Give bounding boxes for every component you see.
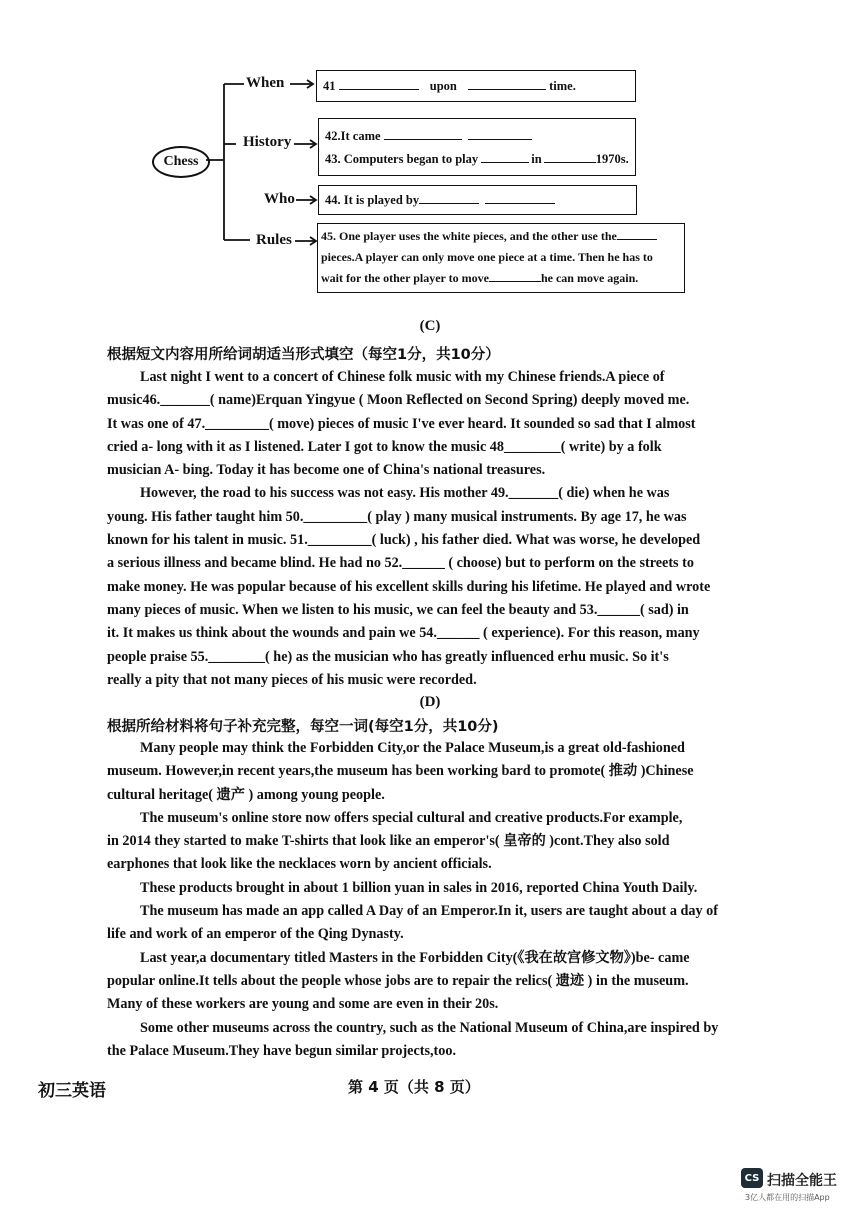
branch-label-who: Who bbox=[264, 191, 295, 207]
passage-line: It was one of 47._________( move) pieces of music I've ever heard. It sounded so sad that I almost bbox=[107, 415, 696, 432]
box-rules bbox=[317, 223, 685, 293]
branch-label-rules: Rules bbox=[256, 232, 292, 248]
passage-line: Last night I went to a concert of Chinese folk music with my Chinese friends.A piece of bbox=[140, 369, 665, 385]
passage-line: The museum has made an app called A Day of an Emperor.In it, users are taught about a day of bbox=[140, 903, 718, 920]
passage-line: These products brought in about 1 billion yuan in sales in 2016, reported China Youth Daily. bbox=[140, 879, 698, 896]
passage-line: cultural heritage( 遗产 ) among young people. bbox=[107, 786, 385, 803]
history-line-1: 42.It came bbox=[325, 129, 384, 143]
passage-line: make money. He was popular because of his excellent skills during his lifetime. He played and wrote bbox=[107, 578, 711, 595]
box-history bbox=[318, 118, 636, 176]
branch-label-history: History bbox=[243, 134, 292, 150]
rules-line-3a: wait for the other player to move bbox=[321, 271, 489, 285]
box-who bbox=[318, 185, 637, 215]
passage-line: young. His father taught him 50._________( play ) many musical instruments. By age 17, he was bbox=[107, 508, 687, 525]
rules-line-2: pieces.A player can only move one piece at a time. Then he has to bbox=[321, 250, 653, 264]
chess-mind-map bbox=[0, 0, 860, 310]
section-d-instruction: 根据所给材料将句子补充完整，每空一词(每空1分，共10分) bbox=[107, 719, 499, 735]
rules-line-3b: he can move again. bbox=[540, 271, 639, 285]
section-c-passage bbox=[107, 366, 757, 692]
box-when-text-3: time. bbox=[545, 79, 576, 93]
passage-line: museum. However,in recent years,the museum has been working bard to promote( 推动 )Chinese bbox=[107, 763, 694, 780]
branch-label-when: When bbox=[246, 75, 285, 91]
history-line-2-in: in bbox=[531, 152, 542, 166]
footer-page-number: 第 4 页（共 8 页） bbox=[348, 1078, 480, 1096]
passage-line: cried a- long with it as I listened. Later I got to know the music 48________( write) by a folk bbox=[107, 438, 662, 455]
passage-line: earphones that look like the necklaces worn by ancient officials. bbox=[107, 856, 492, 873]
passage-line: However, the road to his success was not easy. His mother 49._______( die) when he was bbox=[140, 485, 670, 502]
passage-line: people praise 55.________( he) as the musician who has greatly influenced erhu music. So it's bbox=[107, 648, 669, 665]
passage-line: music46._______( name)Erquan Yingyue ( Moon Reflected on Second Spring) deeply moved me. bbox=[107, 392, 690, 409]
passage-line: the Palace Museum.They have begun similar projects,too. bbox=[107, 1042, 457, 1059]
passage-line: life and work of an emperor of the Qing Dynasty. bbox=[107, 926, 404, 943]
camscanner-logo-icon: CS bbox=[741, 1168, 763, 1188]
passage-line: Last year,a documentary titled Masters in the Forbidden City(《我在故宫修文物》)be- came bbox=[140, 949, 690, 966]
section-c-title: (C) bbox=[419, 318, 441, 334]
passage-line: in 2014 they started to make T-shirts that look like an emperor's( 皇帝的 )cont.They also sold bbox=[107, 833, 670, 850]
section-c-instruction: 根据短文内容用所给词胡适当形式填空（每空1分，共10分） bbox=[107, 347, 500, 363]
passage-line: musician A- bing. Today it has become one of China's national treasures. bbox=[107, 462, 546, 479]
watermark-app-name: 扫描全能王 bbox=[767, 1173, 837, 1189]
passage-line: it. It makes us think about the wounds and pain we 54.______ ( experience). For this reason, many bbox=[107, 625, 700, 642]
passage-line: a serious illness and became blind. He had no 52.______ ( choose) but to perform on the streets to bbox=[107, 555, 694, 572]
history-line-2-year: 1970s. bbox=[595, 152, 629, 166]
box-when-text-1: 41 bbox=[323, 79, 339, 93]
passage-line: known for his talent in music. 51._________( luck) , his father died. What was worse, he developed bbox=[107, 532, 701, 549]
passage-line: many pieces of music. When we listen to his music, we can feel the beauty and 53.______( sad) in bbox=[107, 601, 689, 618]
passage-line: Many people may think the Forbidden City,or the Palace Museum,is a great old-fashioned bbox=[140, 740, 685, 756]
watermark-tagline: 3亿人都在用的扫描App bbox=[745, 1193, 830, 1202]
passage-line: really a pity that not many pieces of his music were recorded. bbox=[107, 671, 477, 688]
passage-line: popular online.It tells about the people whose jobs are to repair the relics( 遗迹 ) in the museum. bbox=[107, 972, 689, 989]
section-d-passage bbox=[107, 737, 757, 1063]
passage-line: The museum's online store now offers special cultural and creative products.For example, bbox=[140, 809, 683, 826]
passage-line: Many of these workers are young and some are even in their 20s. bbox=[107, 996, 499, 1013]
rules-line-1: 45. One player uses the white pieces, and the other use the bbox=[321, 229, 617, 243]
box-when bbox=[316, 70, 636, 102]
passage-line: Some other museums across the country, such as the National Museum of China,are inspired by bbox=[140, 1019, 719, 1036]
center-node-chess: Chess bbox=[152, 146, 210, 178]
who-line: 44. It is played by bbox=[325, 193, 420, 207]
history-line-2: 43. Computers began to play bbox=[325, 152, 482, 166]
section-d-title: (D) bbox=[419, 694, 441, 710]
box-when-text-2: upon bbox=[426, 79, 460, 93]
footer-subject: 初三英语 bbox=[38, 1081, 106, 1101]
